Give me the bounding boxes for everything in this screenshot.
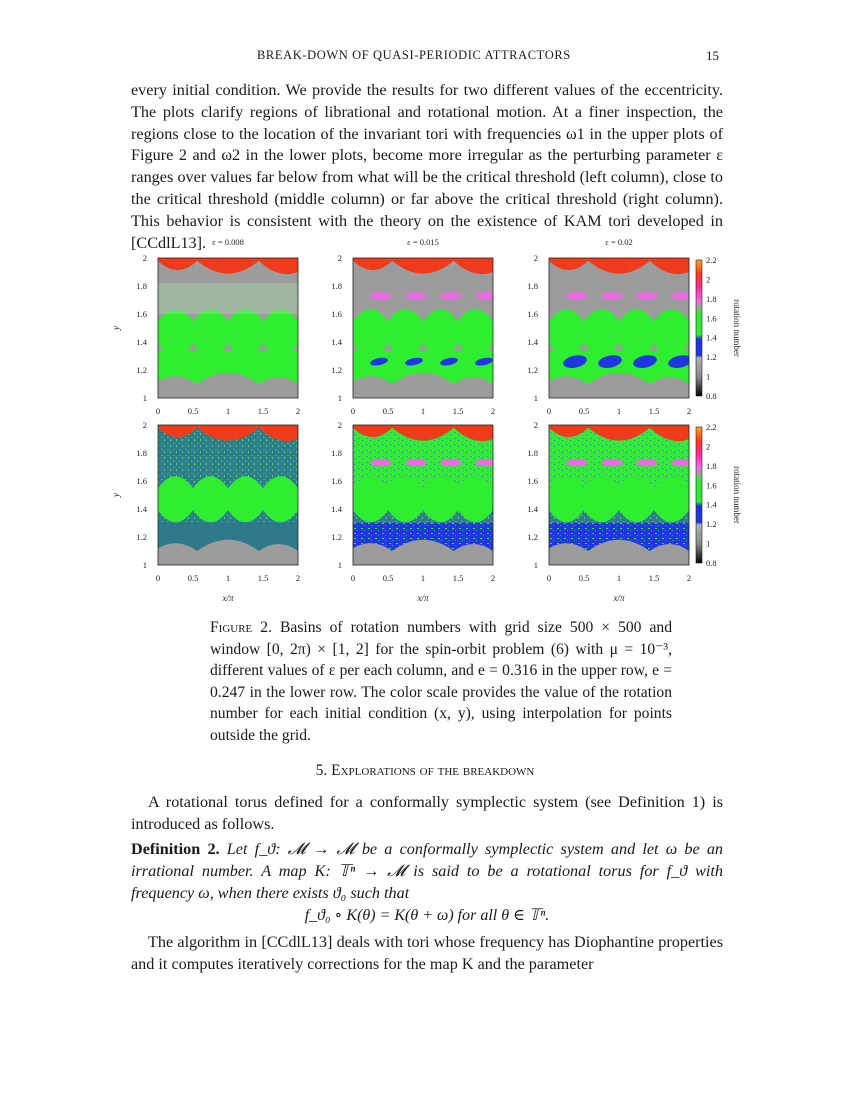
colorbar-tick-label: 0.8 <box>706 558 717 568</box>
x-axis-label: x/π <box>222 593 234 603</box>
y-tick-label: 1.2 <box>527 532 538 542</box>
y-tick-label: 1 <box>337 560 342 570</box>
colorbar <box>696 422 742 568</box>
plot-panel-r2-c2 <box>331 420 497 583</box>
plot-panel-r2-c1 <box>136 420 300 583</box>
x-tick-label: 0.5 <box>578 406 590 416</box>
colorbar-tick-label: 1.8 <box>706 293 717 304</box>
colorbar-tick-label: 2.2 <box>706 255 717 265</box>
x-tick-label: 1 <box>225 406 231 416</box>
figure-2-plots <box>100 232 750 612</box>
column-title: ε = 0.015 <box>407 237 439 247</box>
colorbar-tick-label: 1.2 <box>706 519 717 530</box>
x-tick-label: 0 <box>350 406 356 416</box>
x-tick-label: 1 <box>225 573 231 583</box>
plot-panel-r1-c1 <box>136 253 300 416</box>
colorbar-tick-label: 1.4 <box>706 332 717 343</box>
y-tick-label: 1.4 <box>136 504 147 514</box>
x-tick-label: 0.5 <box>578 573 590 583</box>
x-tick-label: 0 <box>546 573 552 583</box>
plot-panel-r1-c2 <box>331 253 497 416</box>
page-number: 15 <box>706 48 719 63</box>
y-tick-label: 1.4 <box>331 504 342 514</box>
y-tick-label: 1.6 <box>331 309 342 319</box>
y-tick-label: 1.2 <box>136 365 147 375</box>
y-tick-label: 1.8 <box>331 281 342 291</box>
y-tick-label: 1.8 <box>527 448 538 458</box>
x-tick-label: 1.5 <box>257 406 269 416</box>
y-tick-label: 1.6 <box>527 309 538 319</box>
x-tick-label: 2 <box>295 406 301 416</box>
x-tick-label: 1 <box>616 406 622 416</box>
intro-paragraph-text: every initial condition. We provide the results for two different values of the eccentricity. The plots clarify regions of librational and rotational motion. At a finer inspection, the regions close to the location of the invariant tori with frequencies ω1 in the upper plots of Figure 2 and ω2 in the lower plots, become more irregular as the perturbing parameter ε ranges over values far below from what will be the critical threshold (left column), close to the critical threshold (middle column) or far above the critical threshold (right column). This behavior is consistent with the theory on the existence of KAM tori developed in [CCdlL13]. <box>131 81 723 252</box>
colorbar-tick-label: 1 <box>706 371 711 382</box>
x-tick-label: 0.5 <box>187 406 199 416</box>
y-tick-label: 1.2 <box>136 532 147 542</box>
definition-equation: f_ϑ₀ ∘ K(θ) = K(θ + ω) for all θ ∈ 𝕋ⁿ. <box>304 907 550 924</box>
y-tick-label: 1.8 <box>527 281 538 291</box>
y-axis-label: y <box>111 493 121 497</box>
colorbar-label: rotation number <box>732 299 742 357</box>
running-head: BREAK-DOWN OF QUASI-PERIODIC ATTRACTORS <box>257 48 571 62</box>
definition-2 <box>131 839 723 904</box>
colorbar-tick-label: 1.6 <box>706 480 717 491</box>
y-tick-label: 1.4 <box>527 337 538 347</box>
colorbar-tick-label: 2.2 <box>706 422 717 432</box>
colorbar-tick-label: 1.2 <box>706 352 717 363</box>
x-tick-label: 2 <box>490 406 496 416</box>
column-title: ε = 0.008 <box>212 237 244 247</box>
y-tick-label: 1.2 <box>331 532 342 542</box>
y-tick-label: 1.6 <box>331 476 342 486</box>
colorbar-tick-label: 2 <box>706 274 711 285</box>
x-tick-label: 0 <box>350 573 356 583</box>
section-intro-text: A rotational torus defined for a conformally symplectic system (see Definition 1) is introduced as follows. <box>131 793 723 833</box>
y-tick-label: 2 <box>337 253 342 263</box>
y-tick-label: 2 <box>142 420 147 430</box>
section-title: 5. Explorations of the breakdown <box>315 762 535 779</box>
figure-2 <box>100 232 750 612</box>
y-tick-label: 2 <box>337 420 342 430</box>
y-tick-label: 1.2 <box>527 365 538 375</box>
x-tick-label: 0.5 <box>382 406 394 416</box>
x-tick-label: 0 <box>546 406 552 416</box>
x-tick-label: 2 <box>490 573 496 583</box>
y-tick-label: 2 <box>533 420 538 430</box>
caption-label: Figure 2. <box>210 619 272 636</box>
y-axis-label: y <box>111 326 121 330</box>
y-tick-label: 1.8 <box>331 448 342 458</box>
y-tick-label: 1.6 <box>136 309 147 319</box>
colorbar-tick-label: 1 <box>706 538 711 549</box>
x-tick-label: 1 <box>616 573 622 583</box>
x-tick-label: 1.5 <box>648 406 660 416</box>
x-axis-label: x/π <box>613 593 625 603</box>
definition-text: Let f_ϑ: 𝓜 → 𝓜 be a conformally symplectic system and let ω be an irrational number. A map K: 𝕋ⁿ → 𝓜 is said to be a rotational torus for f_ϑ with frequency ω, when there exists ϑ₀ such that <box>131 840 724 902</box>
y-tick-label: 1 <box>337 393 342 403</box>
plot-panel-r2-c3 <box>527 420 693 583</box>
y-tick-label: 1 <box>142 560 147 570</box>
y-tick-label: 1.4 <box>136 337 147 347</box>
section-intro <box>131 792 723 836</box>
x-tick-label: 1 <box>420 406 426 416</box>
x-tick-label: 2 <box>686 573 692 583</box>
caption-text: Basins of rotation numbers with grid size 500 × 500 and window [0, 2π) × [1, 2] for the spin-orbit problem (6) with μ = 10⁻³, different values of ε per each column, and e = 0.316 in the upper row, e = 0.247 in the lower row. The color scale provides the value of the rotation number for each initial condition (x, y), using interpolation for points outside the grid. <box>210 619 672 744</box>
y-tick-label: 1.8 <box>136 448 147 458</box>
column-title: ε = 0.02 <box>605 237 633 247</box>
y-tick-label: 1.8 <box>136 281 147 291</box>
y-tick-label: 1 <box>533 393 538 403</box>
colorbar-tick-label: 1.8 <box>706 460 717 471</box>
x-tick-label: 2 <box>295 573 301 583</box>
y-tick-label: 1.4 <box>331 337 342 347</box>
x-tick-label: 1.5 <box>648 573 660 583</box>
x-tick-label: 1.5 <box>452 573 464 583</box>
closing-paragraph: The algorithm in [CCdlL13] deals with tori whose frequency has Diophantine properties and it computes iteratively corrections for the map K and the parameter <box>131 933 723 973</box>
x-tick-label: 1.5 <box>452 406 464 416</box>
y-tick-label: 1 <box>142 393 147 403</box>
plot-panel-r1-c3 <box>527 253 693 416</box>
x-tick-label: 0 <box>155 406 161 416</box>
y-tick-label: 1.4 <box>527 504 538 514</box>
x-tick-label: 0.5 <box>382 573 394 583</box>
page-header <box>0 48 850 68</box>
x-axis-label: x/π <box>417 593 429 603</box>
y-tick-label: 1.6 <box>527 476 538 486</box>
colorbar <box>696 255 742 401</box>
y-tick-label: 1 <box>533 560 538 570</box>
y-tick-label: 2 <box>142 253 147 263</box>
x-tick-label: 1 <box>420 573 426 583</box>
intro-paragraph <box>131 80 723 254</box>
x-tick-label: 2 <box>686 406 692 416</box>
x-tick-label: 0.5 <box>187 573 199 583</box>
colorbar-tick-label: 2 <box>706 441 711 452</box>
y-tick-label: 1.2 <box>331 365 342 375</box>
y-tick-label: 2 <box>533 253 538 263</box>
colorbar-label: rotation number <box>732 466 742 524</box>
x-tick-label: 1.5 <box>257 573 269 583</box>
figure-caption <box>210 617 672 747</box>
colorbar-tick-label: 0.8 <box>706 391 717 401</box>
colorbar-tick-label: 1.4 <box>706 499 717 510</box>
x-tick-label: 0 <box>155 573 161 583</box>
y-tick-label: 1.6 <box>136 476 147 486</box>
definition-label: Definition 2. <box>131 840 220 858</box>
colorbar-tick-label: 1.6 <box>706 313 717 324</box>
